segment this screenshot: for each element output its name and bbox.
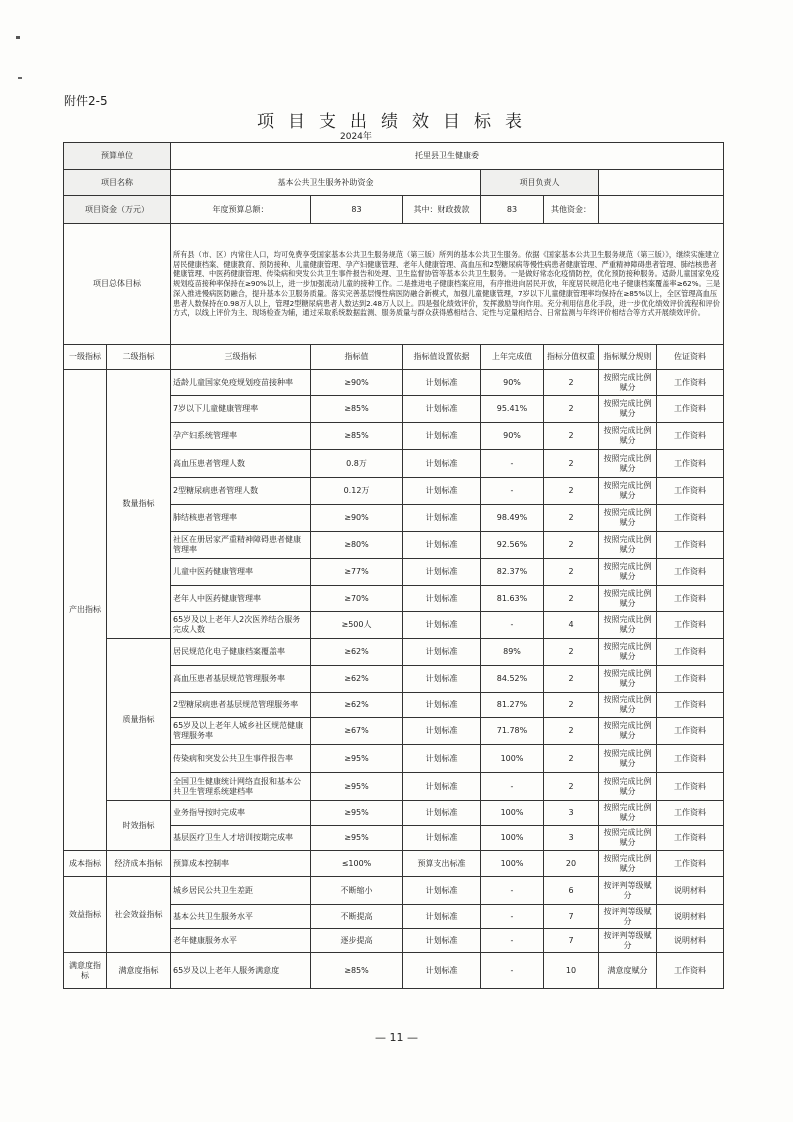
indicator-proof: 工作资料 (657, 745, 724, 773)
table-row (64, 851, 724, 877)
indicator-rule: 按照完成比例赋分 (599, 532, 657, 559)
indicator-name: 老年人中医药健康管理率 (171, 586, 311, 612)
indicator-name: 基层医疗卫生人才培训按期完成率 (171, 826, 311, 851)
level2-econ-cost: 经济成本指标 (107, 851, 171, 877)
level1-output: 产出指标 (64, 370, 107, 851)
scan-mark (18, 77, 22, 79)
header-level2: 二级指标 (107, 345, 171, 370)
indicator-value: ≥70% (311, 586, 403, 612)
indicator-basis: 计划标准 (403, 773, 481, 801)
indicator-value: ≥500人 (311, 612, 403, 639)
indicator-name: 2型糖尿病患者基层规范管理服务率 (171, 693, 311, 718)
header-level3: 三级指标 (171, 345, 311, 370)
indicator-value: ≥90% (311, 370, 403, 396)
indicator-rule: 按照完成比例赋分 (599, 612, 657, 639)
indicator-name: 老年健康服务水平 (171, 929, 311, 953)
indicator-weight: 2 (544, 666, 599, 693)
indicator-last-year: 81.27% (481, 693, 544, 718)
level1-cost: 成本指标 (64, 851, 107, 877)
indicator-rule: 按照完成比例赋分 (599, 586, 657, 612)
indicator-basis: 计划标准 (403, 877, 481, 905)
funds-label: 项目资金（万元） (64, 196, 171, 224)
header-weight: 指标分值权重 (544, 345, 599, 370)
indicator-weight: 2 (544, 370, 599, 396)
indicator-value: ≤100% (311, 851, 403, 877)
indicator-basis: 计划标准 (403, 396, 481, 423)
indicator-basis: 计划标准 (403, 929, 481, 953)
indicator-proof: 工作资料 (657, 478, 724, 505)
project-name-value: 基本公共卫生服务补助资金 (171, 170, 481, 196)
indicator-name: 65岁及以上老年人2次医养结合服务完成人数 (171, 612, 311, 639)
indicator-last-year: - (481, 877, 544, 905)
indicator-rule: 按照完成比例赋分 (599, 559, 657, 586)
indicator-rule: 按照完成比例赋分 (599, 423, 657, 450)
indicator-last-year: - (481, 905, 544, 929)
indicator-proof: 工作资料 (657, 666, 724, 693)
header-last: 上年完成值 (481, 345, 544, 370)
header-basis: 指标值设置依据 (403, 345, 481, 370)
indicator-value: ≥85% (311, 953, 403, 989)
header-level1: 一级指标 (64, 345, 107, 370)
indicator-last-year: - (481, 773, 544, 801)
indicator-name: 高血压患者基层规范管理服务率 (171, 666, 311, 693)
indicator-rule: 按评判等级赋分 (599, 877, 657, 905)
indicator-weight: 7 (544, 905, 599, 929)
indicator-rule: 满意度赋分 (599, 953, 657, 989)
indicator-proof: 工作资料 (657, 826, 724, 851)
indicator-weight: 20 (544, 851, 599, 877)
indicator-value: ≥62% (311, 639, 403, 666)
indicator-proof: 工作资料 (657, 532, 724, 559)
indicator-weight: 4 (544, 612, 599, 639)
indicator-value: ≥62% (311, 666, 403, 693)
indicator-value: ≥90% (311, 505, 403, 532)
indicator-value: 0.12万 (311, 478, 403, 505)
indicator-basis: 计划标准 (403, 505, 481, 532)
indicator-basis: 预算支出标准 (403, 851, 481, 877)
indicator-name: 孕产妇系统管理率 (171, 423, 311, 450)
indicator-rule: 按照完成比例赋分 (599, 718, 657, 745)
indicator-basis: 计划标准 (403, 559, 481, 586)
indicator-basis: 计划标准 (403, 370, 481, 396)
table-row (64, 801, 724, 826)
indicator-weight: 2 (544, 396, 599, 423)
indicator-proof: 工作资料 (657, 718, 724, 745)
indicator-name: 基本公共卫生服务水平 (171, 905, 311, 929)
performance-table (63, 142, 724, 989)
indicator-weight: 3 (544, 801, 599, 826)
project-name-label: 项目名称 (64, 170, 171, 196)
attachment-label: 附件2-5 (64, 94, 108, 108)
indicator-basis: 计划标准 (403, 745, 481, 773)
indicator-proof: 工作资料 (657, 639, 724, 666)
indicator-weight: 2 (544, 586, 599, 612)
indicator-rule: 按照完成比例赋分 (599, 801, 657, 826)
indicator-weight: 7 (544, 929, 599, 953)
indicator-proof: 工作资料 (657, 612, 724, 639)
indicator-proof: 工作资料 (657, 450, 724, 478)
indicator-value: ≥95% (311, 773, 403, 801)
indicator-value: ≥67% (311, 718, 403, 745)
unit-label: 预算单位 (64, 143, 171, 170)
indicator-last-year: 100% (481, 745, 544, 773)
indicator-rule: 按照完成比例赋分 (599, 505, 657, 532)
indicator-basis: 计划标准 (403, 450, 481, 478)
indicator-proof: 工作资料 (657, 396, 724, 423)
indicator-proof: 说明材料 (657, 877, 724, 905)
indicator-last-year: 81.63% (481, 586, 544, 612)
page-number: — 11 — (375, 1031, 418, 1044)
indicator-basis: 计划标准 (403, 693, 481, 718)
indicator-name: 肺结核患者管理率 (171, 505, 311, 532)
indicator-rule: 按照完成比例赋分 (599, 478, 657, 505)
indicator-basis: 计划标准 (403, 423, 481, 450)
indicator-rule: 按照完成比例赋分 (599, 370, 657, 396)
other-funds-value (599, 196, 724, 224)
indicator-last-year: - (481, 478, 544, 505)
indicator-last-year: 71.78% (481, 718, 544, 745)
indicator-name: 传染病和突发公共卫生事件报告率 (171, 745, 311, 773)
indicator-weight: 2 (544, 423, 599, 450)
indicator-last-year: 100% (481, 851, 544, 877)
indicator-proof: 工作资料 (657, 851, 724, 877)
fiscal-label: 其中：财政拨款 (403, 196, 481, 224)
indicator-weight: 3 (544, 826, 599, 851)
indicator-weight: 2 (544, 745, 599, 773)
indicator-last-year: 90% (481, 423, 544, 450)
indicator-proof: 说明材料 (657, 905, 724, 929)
indicator-value: 逐步提高 (311, 929, 403, 953)
indicator-rule: 按照完成比例赋分 (599, 851, 657, 877)
indicator-proof: 工作资料 (657, 801, 724, 826)
overall-goal-label: 项目总体目标 (64, 224, 171, 345)
header-proof: 佐证资料 (657, 345, 724, 370)
indicator-name: 适龄儿童国家免疫规划疫苗接种率 (171, 370, 311, 396)
level1-satisfaction: 满意度指标 (64, 953, 107, 989)
indicator-value: ≥95% (311, 826, 403, 851)
indicator-rule: 按照完成比例赋分 (599, 396, 657, 423)
indicator-weight: 2 (544, 639, 599, 666)
indicator-weight: 2 (544, 693, 599, 718)
level2-quality: 质量指标 (107, 639, 171, 801)
indicator-name: 城乡居民公共卫生差距 (171, 877, 311, 905)
indicator-name: 业务指导按时完成率 (171, 801, 311, 826)
indicator-last-year: 92.56% (481, 532, 544, 559)
table-row (64, 953, 724, 989)
indicator-last-year: 95.41% (481, 396, 544, 423)
indicator-value: ≥95% (311, 745, 403, 773)
indicator-proof: 工作资料 (657, 370, 724, 396)
indicator-proof: 工作资料 (657, 953, 724, 989)
indicator-name: 儿童中医药健康管理率 (171, 559, 311, 586)
indicator-weight: 2 (544, 718, 599, 745)
indicator-name: 全国卫生健康统计网络直报和基本公共卫生管理系统建档率 (171, 773, 311, 801)
indicator-rule: 按照完成比例赋分 (599, 450, 657, 478)
project-leader-label: 项目负责人 (481, 170, 599, 196)
indicator-rule: 按照完成比例赋分 (599, 639, 657, 666)
indicator-value: ≥85% (311, 423, 403, 450)
indicator-proof: 工作资料 (657, 586, 724, 612)
indicator-value: ≥80% (311, 532, 403, 559)
year-label: 2024年 (340, 132, 372, 142)
header-value: 指标值 (311, 345, 403, 370)
indicator-last-year: 89% (481, 639, 544, 666)
indicator-basis: 计划标准 (403, 905, 481, 929)
indicator-weight: 2 (544, 559, 599, 586)
indicator-weight: 2 (544, 450, 599, 478)
indicator-last-year: - (481, 450, 544, 478)
indicator-name: 预算成本控制率 (171, 851, 311, 877)
other-funds-label: 其他资金： (544, 196, 599, 224)
indicator-proof: 工作资料 (657, 559, 724, 586)
indicator-rule: 按照完成比例赋分 (599, 773, 657, 801)
indicator-last-year: - (481, 612, 544, 639)
indicator-name: 2型糖尿病患者管理人数 (171, 478, 311, 505)
level2-satisfaction: 满意度指标 (107, 953, 171, 989)
indicator-last-year: 82.37% (481, 559, 544, 586)
indicator-rule: 按评判等级赋分 (599, 929, 657, 953)
project-leader-value (599, 170, 724, 196)
indicator-last-year: 100% (481, 801, 544, 826)
indicator-proof: 工作资料 (657, 423, 724, 450)
indicator-value: 0.8万 (311, 450, 403, 478)
indicator-name: 社区在册居家严重精神障碍患者健康管理率 (171, 532, 311, 559)
level2-timeliness: 时效指标 (107, 801, 171, 851)
indicator-last-year: 84.52% (481, 666, 544, 693)
indicator-last-year: 90% (481, 370, 544, 396)
indicator-rule: 按照完成比例赋分 (599, 693, 657, 718)
annual-budget-value: 83 (311, 196, 403, 224)
header-rule: 指标赋分规则 (599, 345, 657, 370)
indicator-basis: 计划标准 (403, 666, 481, 693)
indicator-name: 居民规范化电子健康档案覆盖率 (171, 639, 311, 666)
indicator-rule: 按评判等级赋分 (599, 905, 657, 929)
level2-social: 社会效益指标 (107, 877, 171, 953)
scan-mark (16, 36, 20, 39)
level2-quantity: 数量指标 (107, 370, 171, 639)
indicator-value: ≥95% (311, 801, 403, 826)
indicator-weight: 10 (544, 953, 599, 989)
indicator-basis: 计划标准 (403, 639, 481, 666)
indicator-last-year: 98.49% (481, 505, 544, 532)
indicator-last-year: - (481, 929, 544, 953)
indicator-last-year: - (481, 953, 544, 989)
indicator-basis: 计划标准 (403, 718, 481, 745)
indicator-name: 65岁及以上老年人服务满意度 (171, 953, 311, 989)
table-row (64, 639, 724, 666)
indicator-proof: 说明材料 (657, 929, 724, 953)
indicator-name: 高血压患者管理人数 (171, 450, 311, 478)
page-title: 项目支出绩效目标表 (257, 112, 536, 132)
indicator-value: 不断缩小 (311, 877, 403, 905)
indicator-weight: 2 (544, 532, 599, 559)
table-row (64, 370, 724, 396)
table-row (64, 877, 724, 905)
indicator-body (64, 370, 724, 989)
indicator-basis: 计划标准 (403, 612, 481, 639)
indicator-weight: 2 (544, 505, 599, 532)
indicator-proof: 工作资料 (657, 773, 724, 801)
indicator-basis: 计划标准 (403, 532, 481, 559)
indicator-rule: 按照完成比例赋分 (599, 826, 657, 851)
indicator-last-year: 100% (481, 826, 544, 851)
indicator-value: 不断提高 (311, 905, 403, 929)
indicator-basis: 计划标准 (403, 478, 481, 505)
indicator-weight: 2 (544, 478, 599, 505)
indicator-rule: 按照完成比例赋分 (599, 666, 657, 693)
indicator-value: ≥77% (311, 559, 403, 586)
indicator-basis: 计划标准 (403, 586, 481, 612)
indicator-proof: 工作资料 (657, 505, 724, 532)
fiscal-value: 83 (481, 196, 544, 224)
unit-value: 托里县卫生健康委 (171, 143, 724, 170)
indicator-weight: 2 (544, 773, 599, 801)
annual-budget-label: 年度预算总额： (171, 196, 311, 224)
level1-benefit: 效益指标 (64, 877, 107, 953)
indicator-rule: 按照完成比例赋分 (599, 745, 657, 773)
indicator-basis: 计划标准 (403, 801, 481, 826)
indicator-basis: 计划标准 (403, 953, 481, 989)
overall-goal-text: 所有县（市、区）内常住人口，均可免费享受国家基本公共卫生服务规范（第三版）所列的基本公共卫生服务。依据《国家基本公共卫生服务规范（第三版）》，继续实施建立居民健康档案、健康教育、预防接种、儿童健康管理、孕产妇健康管理、老年人健康管理、高血压和2型糖尿病等慢性病患者健康管理、严重精神障碍患者管理、肺结核患者健康管理、中医药健康管理、传染病和突发公共卫生事件报告和处理、卫生监督协管等基本公共卫生服务。一是做好常态化疫情防控，优化预防接种服务。适龄儿童国家免疫规划疫苗接种率保持在≥90%以上，进一步加强流动儿童的接种工作。二是推进电子健康档案应用，有序推进向居民开放，年度居民规范化电子健康档案覆盖率≥62%。三是深入推进慢病医防融合，提升基本公卫服务质量。落实完善基层慢性病医防融合新模式，加强儿童健康管理，7岁以下儿童健康管理率均保持在≥85%以上，全区管理高血压患者人数保持在0.98万人以上，管理2型糖尿病患者人数达到2.48万人以上。四是强化绩效评价，发挥激励导向作用。充分利用信息化手段，进一步优化绩效评价流程和评价方式，以线上评价为主、现场检查为辅，通过采取系统数据监测、服务质量与群众获得感相结合、定性与定量相结合、日常监测与年终评价相结合等方式开展绩效评价。 (171, 224, 724, 345)
indicator-value: ≥85% (311, 396, 403, 423)
indicator-value: ≥62% (311, 693, 403, 718)
indicator-weight: 6 (544, 877, 599, 905)
indicator-basis: 计划标准 (403, 826, 481, 851)
indicator-name: 65岁及以上老年人城乡社区规范健康管理服务率 (171, 718, 311, 745)
indicator-name: 7岁以下儿童健康管理率 (171, 396, 311, 423)
indicator-proof: 工作资料 (657, 693, 724, 718)
indicator-header-row (64, 345, 724, 370)
